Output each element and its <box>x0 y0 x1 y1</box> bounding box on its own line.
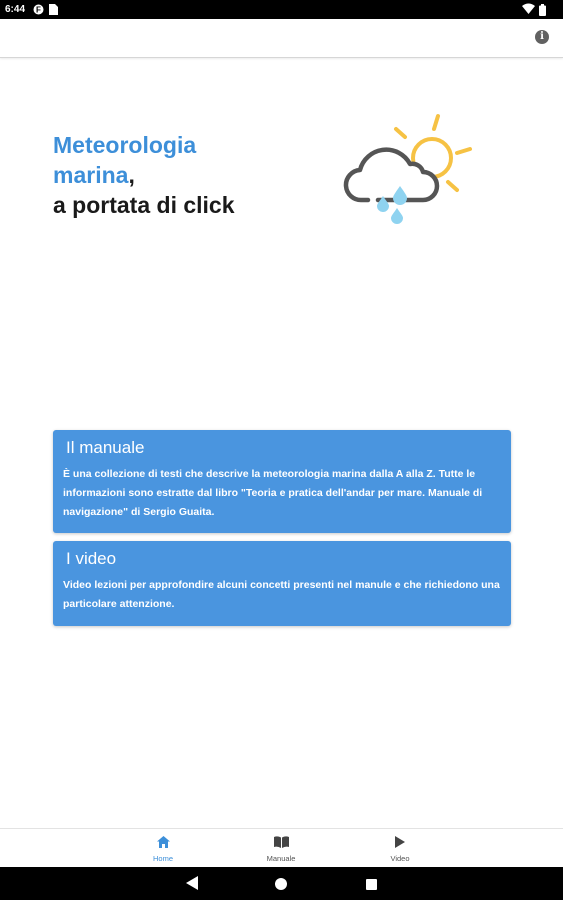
hero-title-line2: marina <box>53 162 129 188</box>
manual-card[interactable] <box>53 430 511 533</box>
hero-title <box>53 130 235 220</box>
video-card[interactable] <box>53 541 511 626</box>
status-bar <box>0 0 563 19</box>
system-navigation-bar <box>0 867 563 900</box>
hero-title-comma: , <box>128 162 135 188</box>
sim-card-icon <box>49 4 58 18</box>
app-bar <box>0 19 563 58</box>
book-icon <box>274 836 289 848</box>
svg-text:F: F <box>36 5 41 15</box>
video-card-text: Video lezioni per approfondire alcuni concetti presenti nel manule e che richiedono una particolare attenzione. <box>63 579 500 610</box>
recents-square-icon[interactable] <box>366 877 377 895</box>
notification-icon <box>33 4 44 18</box>
wifi-icon <box>522 3 535 17</box>
nav-item-manuale[interactable] <box>241 835 321 863</box>
status-time: 6:44 <box>5 4 26 15</box>
manual-card-text: È una collezione di testi che descrive la meteorologia marina dalla A alla Z. Tutte le informazioni sono estratte dal libro "Teoria e pratica dell'andar per mare. Manuale di navigazione" di Sergio Guaita. <box>63 468 483 518</box>
bottom-navigation <box>0 828 563 868</box>
nav-label-video: Video <box>390 854 410 863</box>
back-icon[interactable] <box>186 876 198 895</box>
play-icon <box>395 836 405 848</box>
info-icon[interactable]: i <box>535 30 549 44</box>
nav-item-home[interactable] <box>123 835 203 863</box>
hero-title-line1: Meteorologia <box>53 132 197 158</box>
video-card-title: I video <box>66 549 117 568</box>
home-icon <box>157 836 170 848</box>
nav-item-video[interactable] <box>360 835 440 863</box>
home-circle-icon[interactable] <box>275 877 287 895</box>
nav-label-home: Home <box>152 854 173 863</box>
battery-icon <box>539 4 546 19</box>
hero-title-line3: a portata di click <box>53 192 235 218</box>
nav-label-manuale: Manuale <box>266 854 296 863</box>
cloud-rain-sun-icon <box>338 112 478 232</box>
manual-card-title: Il manuale <box>66 438 145 457</box>
